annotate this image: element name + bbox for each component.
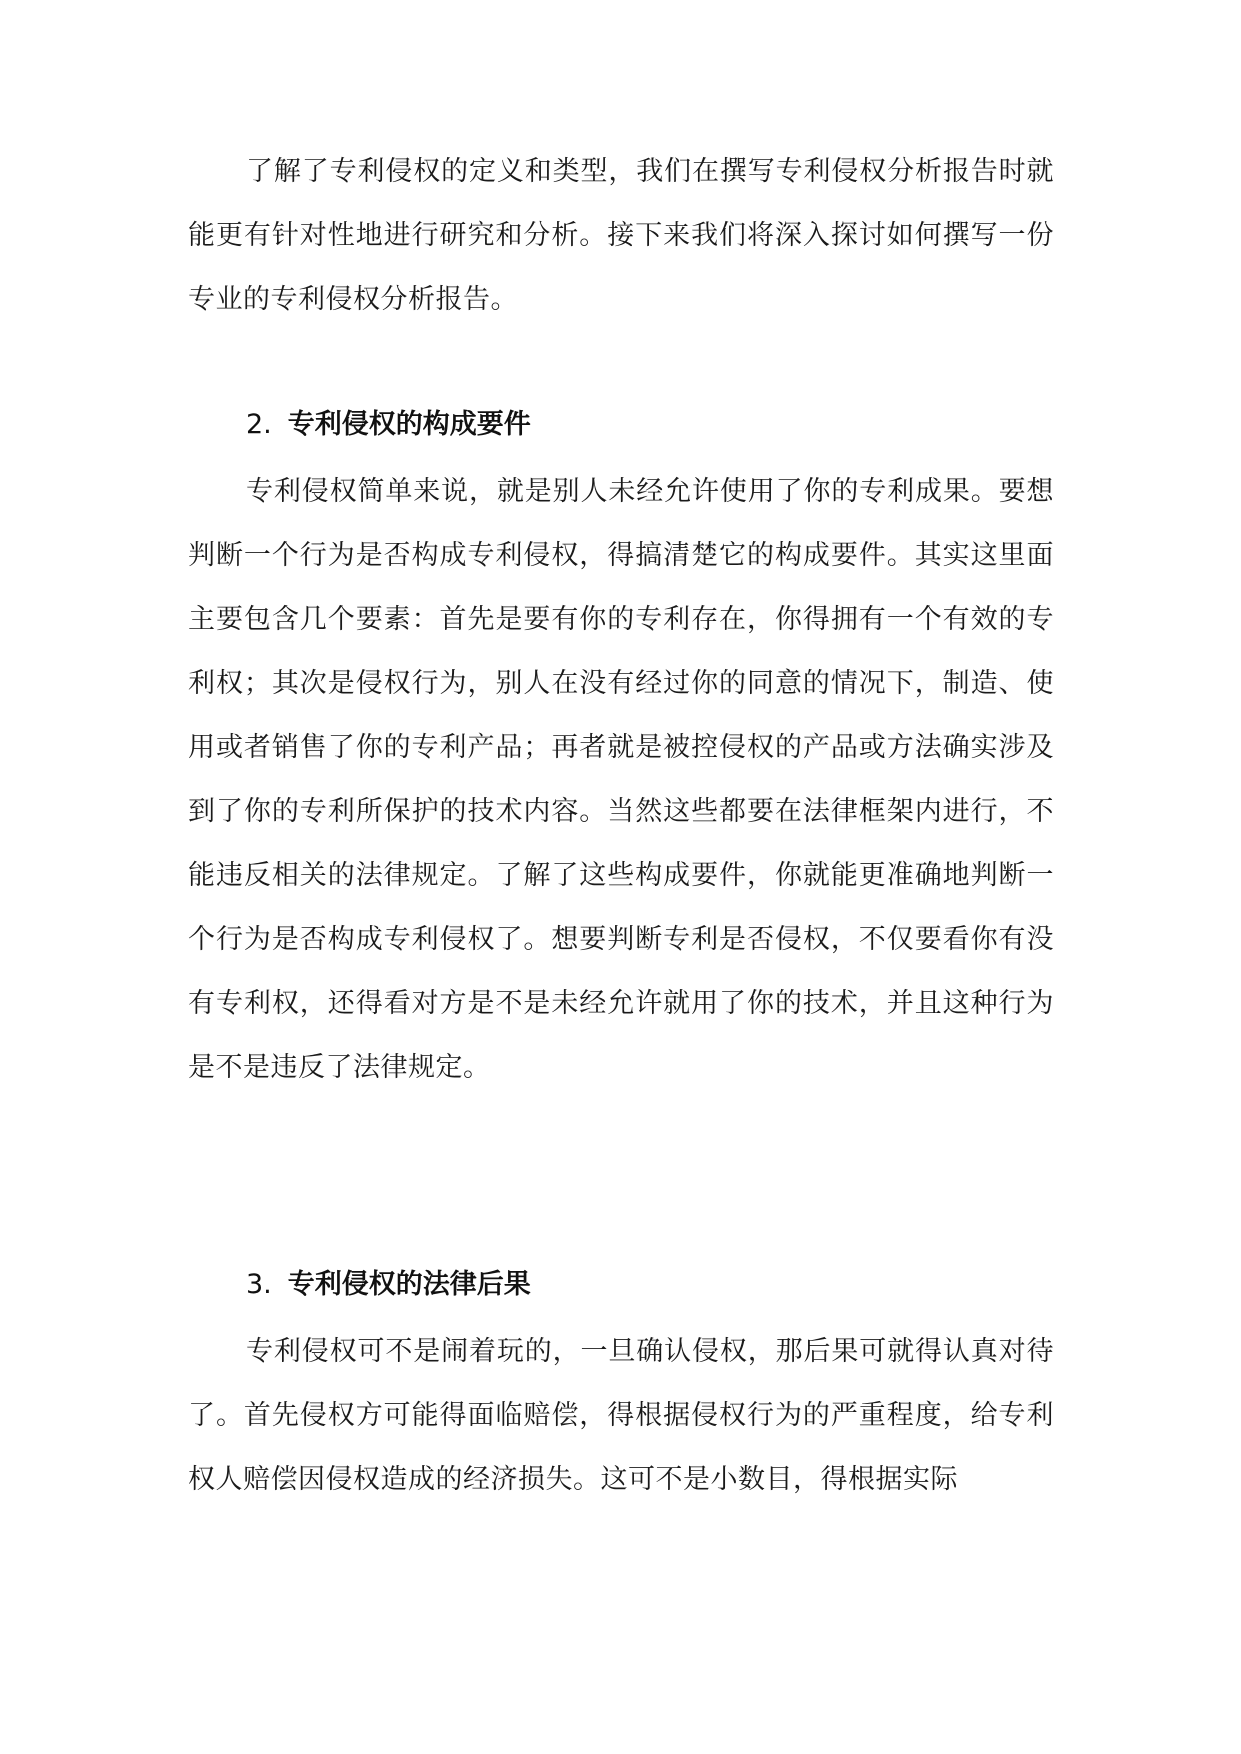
section-2-title: 专利侵权的构成要件 bbox=[287, 409, 531, 440]
section-3-body: 专利侵权可不是闹着玩的，一旦确认侵权，那后果可就得认真对待了。首先侵权方可能得面临赔偿，得根据侵权行为的严重程度，给专利权人赔偿因侵权造成的经济损失。这可不是小数目，得根据实际 bbox=[188, 1336, 1054, 1495]
section-2-body: 专利侵权简单来说，就是别人未经允许使用了你的专利成果。要想判断一个行为是否构成专利侵权，得搞清楚它的构成要件。其实这里面主要包含几个要素：首先是要有你的专利存在，你得拥有一个有效的专利权；其次是侵权行为，别人在没有经过你的同意的情况下，制造、使用或者销售了你的专利产品；再者就是被控侵权的产品或方法确实涉及到了你的专利所保护的技术内容。当然这些都要在法律框架内进行，不能违反相关的法律规定。了解了这些构成要件，你就能更准确地判断一个行为是否构成专利侵权了。想要判断专利是否侵权，不仅要看你有没有专利权，还得看对方是不是未经允许就用了你的技术，并且这种行为是不是违反了法律规定。 bbox=[188, 476, 1054, 1083]
section-3-heading bbox=[246, 1255, 531, 1315]
paragraph-intro: 了解了专利侵权的定义和类型，我们在撰写专利侵权分析报告时就能更有针对性地进行研究和分析。接下来我们将深入探讨如何撰写一份专业的专利侵权分析报告。 bbox=[188, 156, 1054, 315]
section-2-number: 2. bbox=[246, 409, 272, 440]
section-3-number: 3. bbox=[246, 1269, 272, 1300]
section-3-title: 专利侵权的法律后果 bbox=[287, 1269, 531, 1300]
section-2-heading bbox=[246, 395, 531, 455]
